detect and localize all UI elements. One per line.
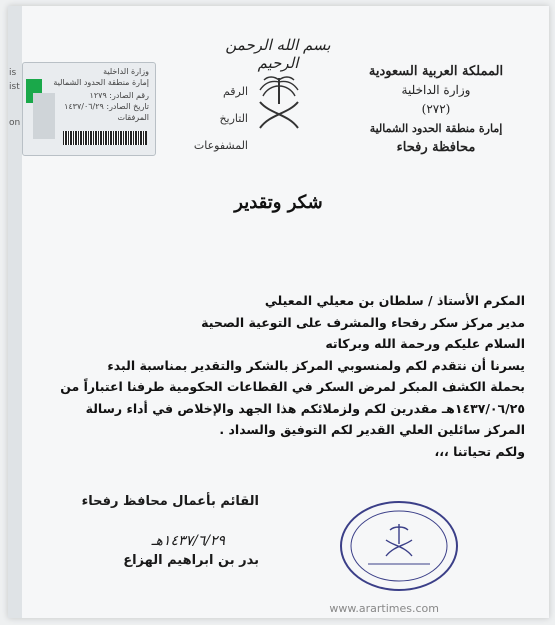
site-watermark: www.arartimes.com xyxy=(329,602,439,615)
letter-title: شكر وتقدير xyxy=(234,192,323,213)
edge-text: on xyxy=(9,118,21,128)
stamp-line: رقم الصادر: ١٢٧٩ xyxy=(89,91,149,100)
letterhead xyxy=(351,62,521,157)
body-line: مدير مركز سكر رفحاء والمشرف على التوعية الصحية xyxy=(201,314,525,330)
reference-block xyxy=(168,78,248,159)
signatory-title: القائم بأعمال محافظ رفحاء xyxy=(81,494,259,509)
body-line: يسرنا أن نتقدم لكم ولمنسوبي المركز بالشكر والتقدير بمناسبة البدء xyxy=(107,357,525,373)
body-line: ١٤٣٧/٠٦/٢٥هـ مقدرين لكم ولزملائكم هذا الجهد والإخلاص في أداء رسالة xyxy=(85,400,525,416)
letterhead-emirate: إمارة منطقة الحدود الشمالية xyxy=(369,122,503,135)
reference-date-label: التاريخ xyxy=(219,112,248,125)
stamp-photo xyxy=(33,93,55,139)
basmala: بسم الله الرحمن الرحيم xyxy=(225,36,331,72)
signature-block xyxy=(82,494,259,568)
body-line: المركز سائلين العلي القدير لكم التوفيق والسداد . xyxy=(219,422,525,437)
body-line: المكرم الأستاذ / سلطان بن معيلي المعيلي xyxy=(264,293,525,308)
stamp-line: تاريخ الصادر: ١٤٣٧/٠٦/٢٩ xyxy=(64,102,149,111)
letterhead-kingdom: المملكة العربية السعودية xyxy=(368,64,504,79)
official-seal-icon xyxy=(338,498,460,594)
body-line: السلام عليكم ورحمة الله وبركاته xyxy=(325,336,525,351)
stamp-line: وزارة الداخلية xyxy=(103,67,149,76)
signatory-name: بدر بن ابراهيم الهزاع xyxy=(123,553,259,568)
stamp-line: المرفقات xyxy=(117,113,149,122)
barcode xyxy=(63,131,147,145)
stamp-line: إمارة منطقة الحدود الشمالية xyxy=(53,78,149,87)
reference-attachments-label: المشفوعات xyxy=(193,139,248,152)
edge-text: is xyxy=(9,68,17,78)
letter-sheet xyxy=(8,6,549,618)
signature-date: ١٤٣٧/٦/٢٩هـ xyxy=(151,533,225,549)
letterhead-code: (٢٧٢) xyxy=(421,102,451,116)
left-edge-strip xyxy=(8,6,22,618)
palm-swords-emblem-icon xyxy=(252,74,306,136)
body-line: ولكم تحياتنا ،،، xyxy=(434,443,525,459)
body-line: بحملة الكشف المبكر لمرض السكر في القطاعات الحكومية طرفنا اعتباراً من xyxy=(60,379,525,394)
outgoing-stamp xyxy=(22,62,156,156)
reference-number-label: الرقم xyxy=(222,85,248,98)
edge-text: ist xyxy=(9,82,20,92)
letter-body xyxy=(30,290,525,462)
letterhead-governorate: محافظة رفحاء xyxy=(396,140,476,155)
letterhead-ministry: وزارة الداخلية xyxy=(401,83,471,97)
